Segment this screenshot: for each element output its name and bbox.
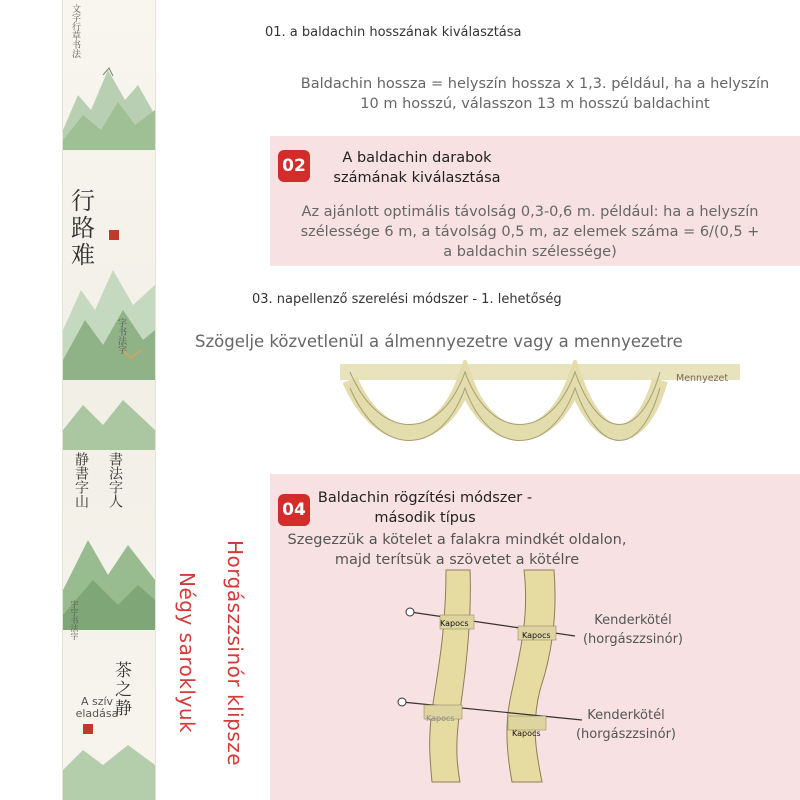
rope-diagram xyxy=(390,560,600,790)
banner-poem-3: 書法字人 xyxy=(107,452,123,508)
rope-label-2: Kenderkötél (horgászzsinór) xyxy=(575,708,676,742)
clip-label-1: Kapocs xyxy=(440,619,469,628)
banner-mountains-2 xyxy=(63,250,155,380)
clip-label-2: Kapocs xyxy=(522,631,551,640)
holes-side-label: Négy saroklyuk xyxy=(175,572,199,734)
banner-seal-caption: A szív eladása xyxy=(75,695,119,720)
step4-badge: 04 xyxy=(278,494,310,526)
step3-title: 03. napellenző szerelési módszer - 1. lehetőség xyxy=(252,292,562,307)
banner-main-calligraphy: 行路难 xyxy=(71,187,95,269)
clip-label-3: Kapocs xyxy=(426,714,455,723)
step1-title: 01. a baldachin hosszának kiválasztása xyxy=(265,25,522,40)
clip-side-label: Horgászzsinór klipsze xyxy=(223,540,247,767)
step1-text: Baldachin hossza = helyszín hossza x 1,3. például, ha a helyszín 10 m hosszú, válasszon 13 m hosszú baldachint xyxy=(300,76,770,112)
scroll-banner-image xyxy=(62,0,156,800)
step3-text: Szögelje közvetlenül a álmennyezetre vagy a mennyezetre xyxy=(195,332,683,351)
banner-poem-1: 字书法字 xyxy=(116,318,126,354)
banner-seal-1 xyxy=(109,230,119,240)
banner-mountains-1 xyxy=(63,40,155,150)
banner-mountains-5 xyxy=(63,730,155,800)
banner-small-text: 字字书法字 xyxy=(70,600,79,640)
step4-title: Baldachin rögzítési módszer - második típus xyxy=(317,490,533,526)
banner-poem-2: 静書字山 xyxy=(73,452,89,508)
rope-label-1: Kenderkötél (horgászzsinór) xyxy=(582,613,683,647)
step2-title: A baldachin darabok számának kiválasztása xyxy=(333,150,501,186)
ceiling-label: Mennyezet xyxy=(676,373,729,384)
step4-text: Szegezzük a kötelet a falakra mindkét oldalon, majd terítsük a szövetet a kötélre xyxy=(287,532,627,568)
banner-mountains-3 xyxy=(63,390,155,450)
step2-text: Az ajánlott optimális távolság 0,3-0,6 m. például: ha a helyszín szélessége 6 m, a távolság 0,5 m, az elemek száma = 6/(0,5 + a baldachin szélessége) xyxy=(300,204,760,260)
banner-calligraphy-bottom: 茶之静 xyxy=(115,661,132,719)
banner-small-calligraphy: 文字行草书法 xyxy=(70,4,80,58)
clip-label-4: Kapocs xyxy=(512,729,541,738)
step2-badge: 02 xyxy=(278,150,310,182)
